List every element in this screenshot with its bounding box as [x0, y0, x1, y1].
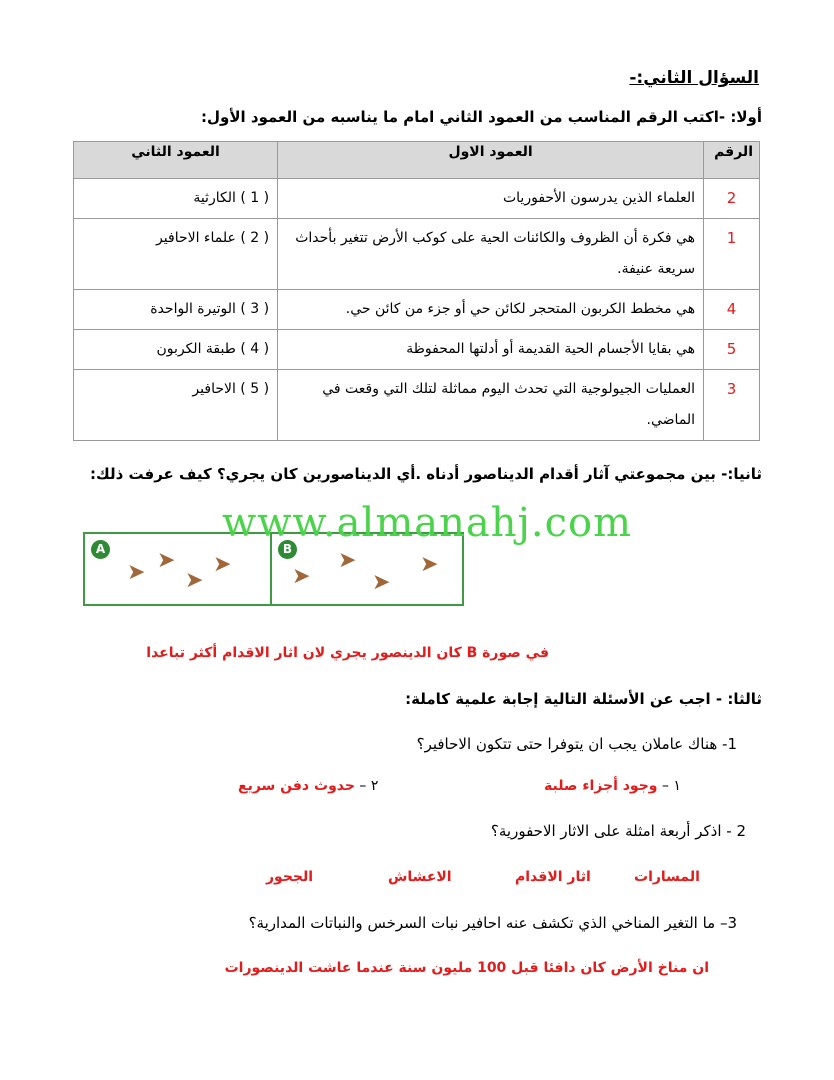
row-column-two: ( 2 ) علماء الاحافير [74, 219, 278, 290]
question-3-answer: ان مناخ الأرض كان دافئا قبل 100 مليون سنة عندما عاشت الدينصورات [224, 960, 709, 976]
footprint-icon: ➤ [372, 570, 391, 595]
example-2: اثار الاقدام [515, 869, 591, 885]
header-column-two: العمود الثاني [74, 142, 278, 179]
row-column-two: ( 1 ) الكارثية [74, 179, 278, 219]
table-row [74, 219, 760, 290]
table-row [74, 330, 760, 370]
answer-2-number: ٢ – [354, 778, 379, 794]
row-answer-number: 2 [704, 179, 760, 219]
footprint-icon: ➤ [292, 564, 311, 589]
header-column-one: العمود الاول [278, 142, 704, 179]
row-answer-number: 4 [704, 290, 760, 330]
matching-table [73, 141, 760, 441]
part2-answer: في صورة B كان الدينصور يجري لان اثار الاقدام أكثر تباعدا [146, 645, 549, 661]
example-3: الاعشاش [388, 869, 452, 885]
box-a-label: A [91, 540, 110, 559]
row-column-one: العمليات الجيولوجية التي تحدث اليوم مماثلة لتلك التي وقعت في الماضي. [278, 370, 704, 441]
example-1: المسارات [634, 869, 700, 885]
question-3: 3– ما التغير المناخي الذي تكشف عنه احافير نبات السرخس والنباتات المدارية؟ [248, 914, 737, 932]
watermark: www.almanahj.com [222, 500, 633, 546]
footprint-icon: ➤ [157, 548, 176, 573]
row-column-two: ( 5 ) الاحافير [74, 370, 278, 441]
header-number: الرقم [704, 142, 760, 179]
part1-heading: أولا: -اكتب الرقم المناسب من العمود الثاني امام ما يناسبه من العمود الأول: [201, 108, 762, 126]
footprint-icon: ➤ [338, 548, 357, 573]
row-answer-number: 1 [704, 219, 760, 290]
answer-1-number: ١ – [657, 778, 681, 794]
question-1-answer-1 [544, 778, 681, 794]
table-header-row [74, 142, 760, 179]
footprint-icon: ➤ [127, 560, 146, 585]
part3-heading: ثالثا: - اجب عن الأسئلة التالية إجابة علمية كاملة: [405, 690, 762, 708]
question-1-answer-2 [238, 778, 378, 794]
answer-1-text: وجود أجزاء صلبة [544, 778, 658, 794]
footprint-icon: ➤ [420, 552, 439, 577]
row-column-two: ( 4 ) طبقة الكربون [74, 330, 278, 370]
row-answer-number: 5 [704, 330, 760, 370]
footprint-icon: ➤ [185, 568, 204, 593]
table-row [74, 179, 760, 219]
table-row [74, 290, 760, 330]
row-column-one: هي مخطط الكربون المتحجر لكائن حي أو جزء من كائن حي. [278, 290, 704, 330]
table-row [74, 370, 760, 441]
answer-2-text: حدوث دفن سريع [238, 778, 355, 794]
question-2: 2 - اذكر أربعة امثلة على الاثار الاحفورية؟ [490, 822, 746, 840]
row-column-one: هي فكرة أن الظروف والكائنات الحية على كوكب الأرض تتغير بأحداث سريعة عنيفة. [278, 219, 704, 290]
part2-heading: ثانيا:- بين مجموعتي آثار أقدام الديناصور أدناه .أي الديناصورين كان يجري؟ كيف عرفت ذلك: [90, 465, 762, 483]
box-b-label: B [278, 540, 297, 559]
row-answer-number: 3 [704, 370, 760, 441]
footprint-icon: ➤ [213, 552, 232, 577]
row-column-one: هي بقايا الأجسام الحية القديمة أو أدلتها المحفوظة [278, 330, 704, 370]
row-column-two: ( 3 ) الوتيرة الواحدة [74, 290, 278, 330]
question-1: 1- هناك عاملان يجب ان يتوفرا حتى تتكون الاحافير؟ [416, 735, 737, 753]
question-title: السؤال الثاني:- [629, 68, 759, 88]
example-4: الجحور [266, 869, 314, 885]
row-column-one: العلماء الذين يدرسون الأحفوريات [278, 179, 704, 219]
